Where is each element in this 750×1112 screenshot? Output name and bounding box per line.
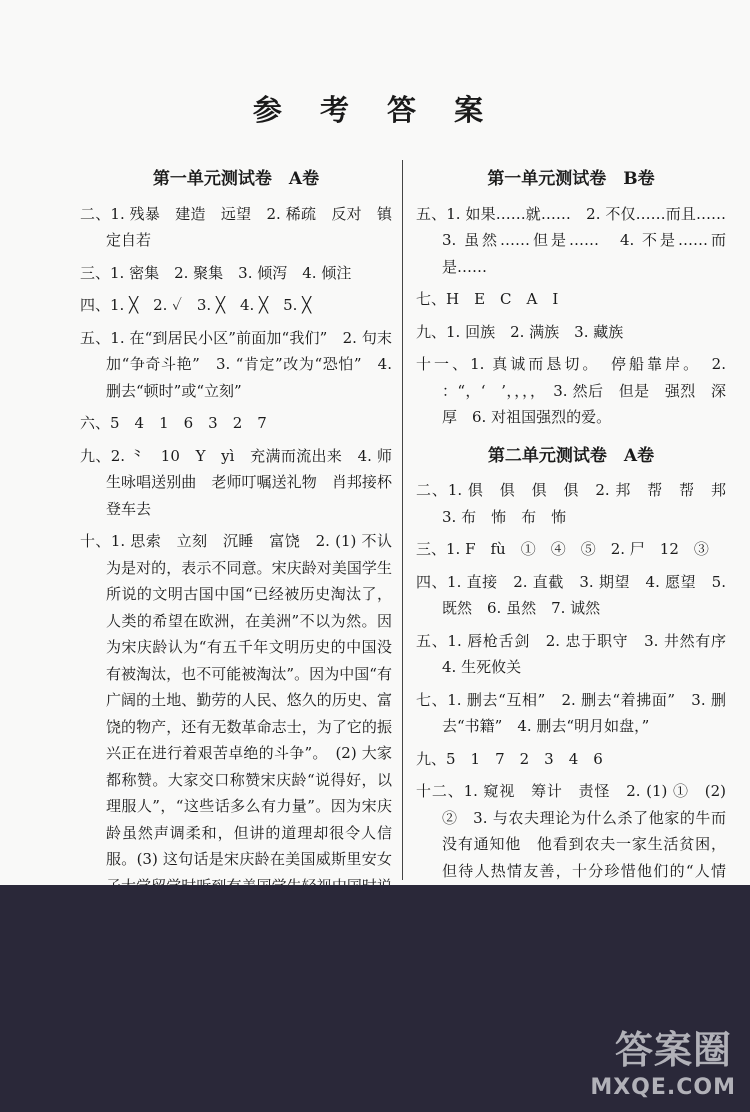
answer-item: 九、2. ⺀ 10 Y yì 充满而流出来 4. 师生咏唱送别曲 老师叮嘱送礼物 肖邦接杯登车去 xyxy=(80,446,392,518)
answer-item: 十、1. 思索 立刻 沉睡 富饶 2. (1) 不认为是对的，表示不同意。宋庆龄对美国学生所说的文明古国中国“已经被历史淘汰了，人类的希望在欧洲，在美洲”不以为然。因为宋庆龄认为“有五千年文明历史的中国没有被淘汰，也不可能被淘汰”。因为中国“有广阔的土地、勤劳的人民、悠久的历史、富饶的物产，还有无数革命志士，为了它的振兴正在进行着艰苦卓绝的斗争”。 (2) 大家都称赞。大家交口称赞宋庆龄“说得好，以理服人”，“这些话多么有力量”。因为宋庆龄虽然声调柔和，但讲的道理却很令人信服。(3) 这句话是宋庆龄在美国威斯里安女 xyxy=(80,532,392,868)
answer-item: 十二、1. 窥视 筹计 责怪 2. (1) ① (2) ② 3. 与农夫理论为什么杀了他家的牛而没有通知他 他看到农夫一家生活贫困，但待人热情友善，十分珍惜他们的“人情 xyxy=(416,782,726,880)
answer-item: 七、1. 删去“互相” 2. 删去“着拂面” 3. 删去“书籍” 4. 删去“明月如盘，” xyxy=(416,690,726,735)
answer-item: 四、1. ╳ 2. ✓ 3. ╳ 4. ╳ 5. ╳ xyxy=(80,296,312,314)
answer-item: 九、5 1 7 2 3 4 6 xyxy=(416,749,603,768)
left-column xyxy=(80,160,392,958)
answer-item: 九、1. 回族 2. 满族 3. 藏族 xyxy=(416,322,624,341)
section-heading-unit1-a: 第一单元测试卷 A卷 xyxy=(152,169,320,189)
answer-item: 三、1. 密集 2. 聚集 3. 倾泻 4. 倾注 xyxy=(80,263,352,282)
watermark-logo xyxy=(590,1022,740,1100)
answer-item: 六、5 4 1 6 3 2 7 xyxy=(80,414,267,432)
right-column xyxy=(416,160,742,943)
page-title: 参 考 答 案 xyxy=(252,93,498,127)
answer-item: 四、1. 直接 2. 直截 3. 期望 4. 愿望 5. 既然 6. 虽然 7. 诚然 xyxy=(416,572,726,617)
answer-item: 二、1. 残暴 建造 远望 2. 稀疏 反对 镇定自若 xyxy=(80,204,392,249)
section-heading-unit2-a: 第二单元测试卷 A卷 xyxy=(487,445,655,466)
section-heading-unit1-b: 第一单元测试卷 B卷 xyxy=(487,169,655,189)
dark-background-band xyxy=(0,885,750,1112)
answer-item: 七、H E C A I xyxy=(416,290,559,308)
watermark-text: 答案圈 xyxy=(614,1027,732,1072)
answer-item: 五、1. 唇枪舌剑 2. 忠于职守 3. 井然有序 4. 生死攸关 xyxy=(416,631,742,676)
answer-item: 十一、1. 真诚而恳切。 停船靠岸。 2. ：“，‘ ’，，，， 3. 然后 但是 强烈 深厚 6. 对祖国强烈的爱。 xyxy=(416,355,726,426)
answer-item: 二、1. 俱 俱 俱 俱 2. 邦 帮 帮 邦 3. 布 怖 布 怖 xyxy=(416,481,742,526)
answer-item: 三、1. F fù ① ④ ⑤ 2. 尸 12 ③ xyxy=(416,540,709,558)
answer-item: 五、1. 在“到居民小区”前面加“我们” 2. 句末加“争奇斗艳” 3. “肯定”改为“恐怕” 4. 删去“顿时”或“立刻” xyxy=(80,328,392,400)
answer-item: 五、1. 如果……就…… 2. 不仅……而且…… 3. 虽然……但是…… 4. 不是……而是…… xyxy=(416,204,742,276)
column-divider xyxy=(402,160,403,880)
watermark-url: MXQE.COM xyxy=(590,1075,736,1100)
